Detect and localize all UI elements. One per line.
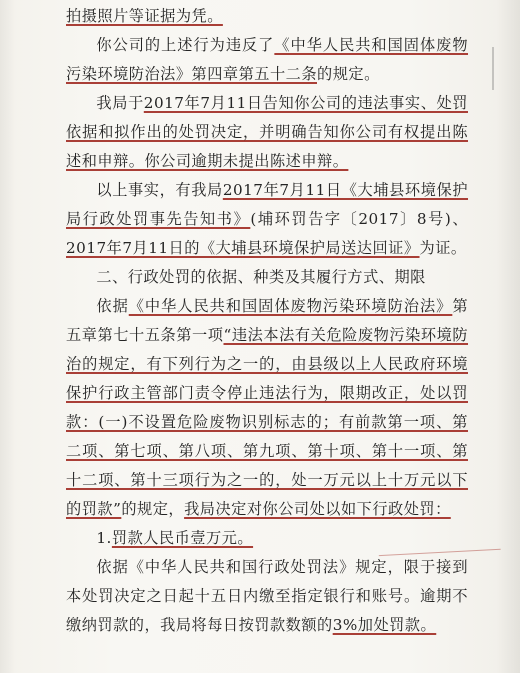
late-fee-text: 3%加处罚款。 <box>332 616 437 634</box>
section-heading-text: 二、行政处罚的依据、种类及其履行方式、期限 <box>96 268 426 286</box>
handwritten-pen-mark <box>377 521 500 556</box>
paragraph-evidence <box>66 2 468 31</box>
violation-suffix: 的规定。 <box>317 65 380 83</box>
violation-law-reference: 《中华人民共和国固体废物污染环境防治法》第四章第五十二条 <box>66 36 469 83</box>
notice-prefix: 我局于 <box>96 94 144 112</box>
penalty-item-number: 1. <box>96 529 112 547</box>
legal-basis-quoted-provision: “违法本法有关危险废物污染环境防治的规定，有下列行为之一的，由县级以上人民政府环境保护行政主管部门责令停止违法行为，限期改正，处以罚款：(一)不设置危险废物识别标志的；有前款第一项、第二项、第七项、第八项、第九项、第十项、第十一项、第十二项、第十三项行为之一的，处一万元以上十万元以下的罚款” <box>66 326 469 518</box>
advance-notice-reference: 2017年7月11日《大埔县环境保护局行政处罚事先告知书》 <box>66 181 469 228</box>
evidence-docs-prefix: 以上事实，有我局 <box>96 181 223 199</box>
penalty-item-amount: 罚款人民币壹万元。 <box>111 529 254 547</box>
payment-terms-text: 依据《中华人民共和国行政处罚法》规定，限于接到本处罚决定之日起十五日内缴至指定银行和账号。逾期不缴纳罚款的，我局将每日按罚款数额的 <box>66 558 468 634</box>
legal-basis-law-name: 《中华人民共和国固体废物污染环境防治法》 <box>128 297 453 315</box>
section-heading-penalty-basis <box>66 263 468 292</box>
evidence-docs-suffix: 为证。 <box>419 239 467 257</box>
paragraph-evidence-docs <box>66 176 468 263</box>
service-receipt-reference: 2017年7月11日的《大埔县环境保护局送达回证》 <box>66 239 420 257</box>
notice-details: 2017年7月11日告知你公司的违法事实、处罚依据和拟作出的处罚决定，并明确告知你公司有权提出陈述和申辩。你公司逾期未提出陈述申辩。 <box>66 94 468 170</box>
evidence-text: 拍摄照片等证据为凭。 <box>66 7 223 25</box>
penalty-decision-intro: 我局决定对你公司处以如下行政处罚： <box>184 500 451 518</box>
violation-prefix: 你公司的上述行为违反了 <box>96 36 275 54</box>
notice-number: (埔环罚告字〔2017〕8号)、 <box>250 210 469 228</box>
paragraph-notice <box>66 89 468 176</box>
paragraph-payment-terms <box>66 553 468 640</box>
stamp-edge-mark <box>492 47 512 90</box>
legal-basis-connector: 的规定， <box>121 500 185 518</box>
paragraph-violation <box>66 31 468 89</box>
legal-basis-article: 第五章第七十五条第一项 <box>66 297 469 344</box>
legal-basis-prefix: 依据 <box>96 297 129 315</box>
paragraph-legal-basis <box>66 292 468 524</box>
